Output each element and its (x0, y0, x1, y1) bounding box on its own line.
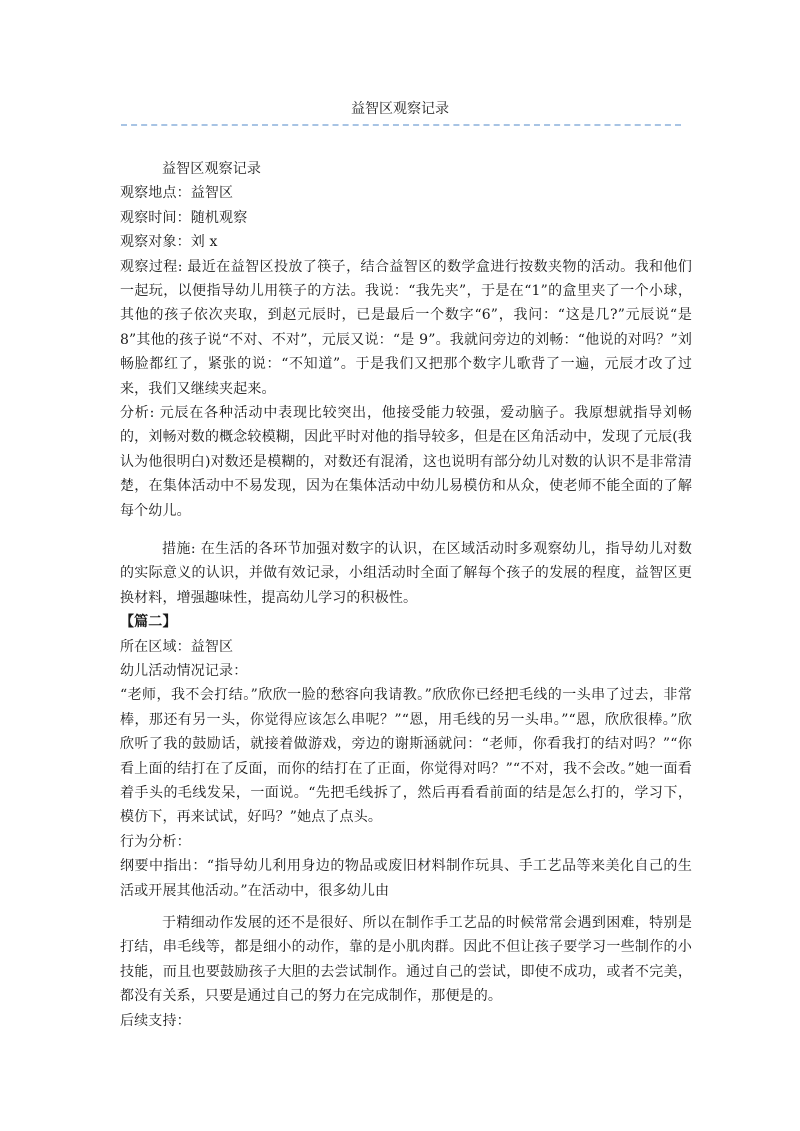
followup-label: 后续支持： (120, 1012, 191, 1029)
outline-quote: 纲要中指出：“指导幼儿利用身边的物品或废旧材料制作玩具、手工艺品等来美化自己的生活或开展其他活动。”在活动中，很多幼儿由 (120, 858, 692, 899)
observation-subject: 观察对象：刘 x (120, 234, 218, 251)
observation-location: 观察地点：益智区 (120, 185, 234, 202)
section-continuation (120, 911, 692, 1033)
document-title: 益智区观察记录 (351, 101, 449, 117)
section-one-heading: 益智区观察记录 (162, 161, 262, 177)
observation-process: 观察过程: 最近在益智区投放了筷子，结合益智区的数学盒进行按数夹物的活动。我和他们一起玩，以便指导幼儿用筷子的方法。我说：“我先夹”，于是在“1”的盒里夹了一个小球，其他的孩子依次夹取，到赵元辰时，已是最后一个数字“6”，我问：“这是几?”元辰说“是 8”其他的孩子说“不对、不对”，元辰又说：“是 9”。我就问旁边的刘畅：“他说的对吗？”刘畅脸都红了，紧张的说：“不知道”。于是我们又把那个数字儿歌背了一遍，元辰才改了过来，我们又继续夹起来。 (120, 258, 692, 397)
activity-record: “老师，我不会打结。”欣欣一脸的愁容向我请教。”欣欣你已经把毛线的一头串了过去，非常棒，那还有另一头，你觉得应该怎么串呢？”“恩，用毛线的另一头串。”“恩，欣欣很棒。”欣欣听了我的鼓励话，就接着做游戏，旁边的谢斯涵就问：“老师，你看我打的结对吗？”“你看上面的结打在了反面，而你的结打在了正面，你觉得对吗？”“不对，我不会改。”她一面看着手头的毛线发呆，一面说。“先把毛线拆了，然后再看看前面的结是怎么打的，学习下，模仿下，再来试试，好吗？”她点了点头。 (120, 687, 692, 826)
section-measures (120, 537, 692, 903)
section-two-heading: 【篇二】 (120, 614, 177, 631)
activity-area: 所在区域：益智区 (120, 638, 234, 655)
observation-time: 观察时间：随机观察 (120, 209, 248, 226)
title-dashed-rule (121, 124, 681, 126)
section-one (120, 157, 692, 523)
observation-analysis: 分析: 元辰在各种活动中表现比较突出，他接受能力较强，爱动脑子。我原想就指导刘畅的，刘畅对数的概念较模糊，因此平时对他的指导较多，但是在区角活动中，发现了元辰(我认为他很明白)对数还是模糊的，对数还有混淆，这也说明有部分幼儿对数的认识不是非常清楚，在集体活动中不易发现，因为在集体活动中幼儿易模仿和从众，使老师不能全面的了解每个幼儿。 (120, 405, 692, 519)
activity-record-label: 幼儿活动情况记录： (120, 663, 248, 680)
measures-paragraph: 措施: 在生活的各环节加强对数字的认识，在区域活动时多观察幼儿，指导幼儿对数的实际意义的认识，并做有效记录，小组活动时全面了解每个孩子的发展的程度，益智区更换材料，增强趣味性，提高幼儿学习的积极性。 (120, 541, 692, 606)
continuation-paragraph: 于精细动作发展的还不是很好、所以在制作手工艺品的时候常常会遇到困难，特别是打结，串毛线等，都是细小的动作，靠的是小肌肉群。因此不但让孩子要学习一些制作的小技能，而且也要鼓励孩子大胆的去尝试制作。通过自己的尝试，即使不成功，或者不完美，都没有关系，只要是通过自己的努力在完成制作，那便是的。 (120, 915, 692, 1005)
behavior-analysis-label: 行为分析： (120, 833, 191, 850)
